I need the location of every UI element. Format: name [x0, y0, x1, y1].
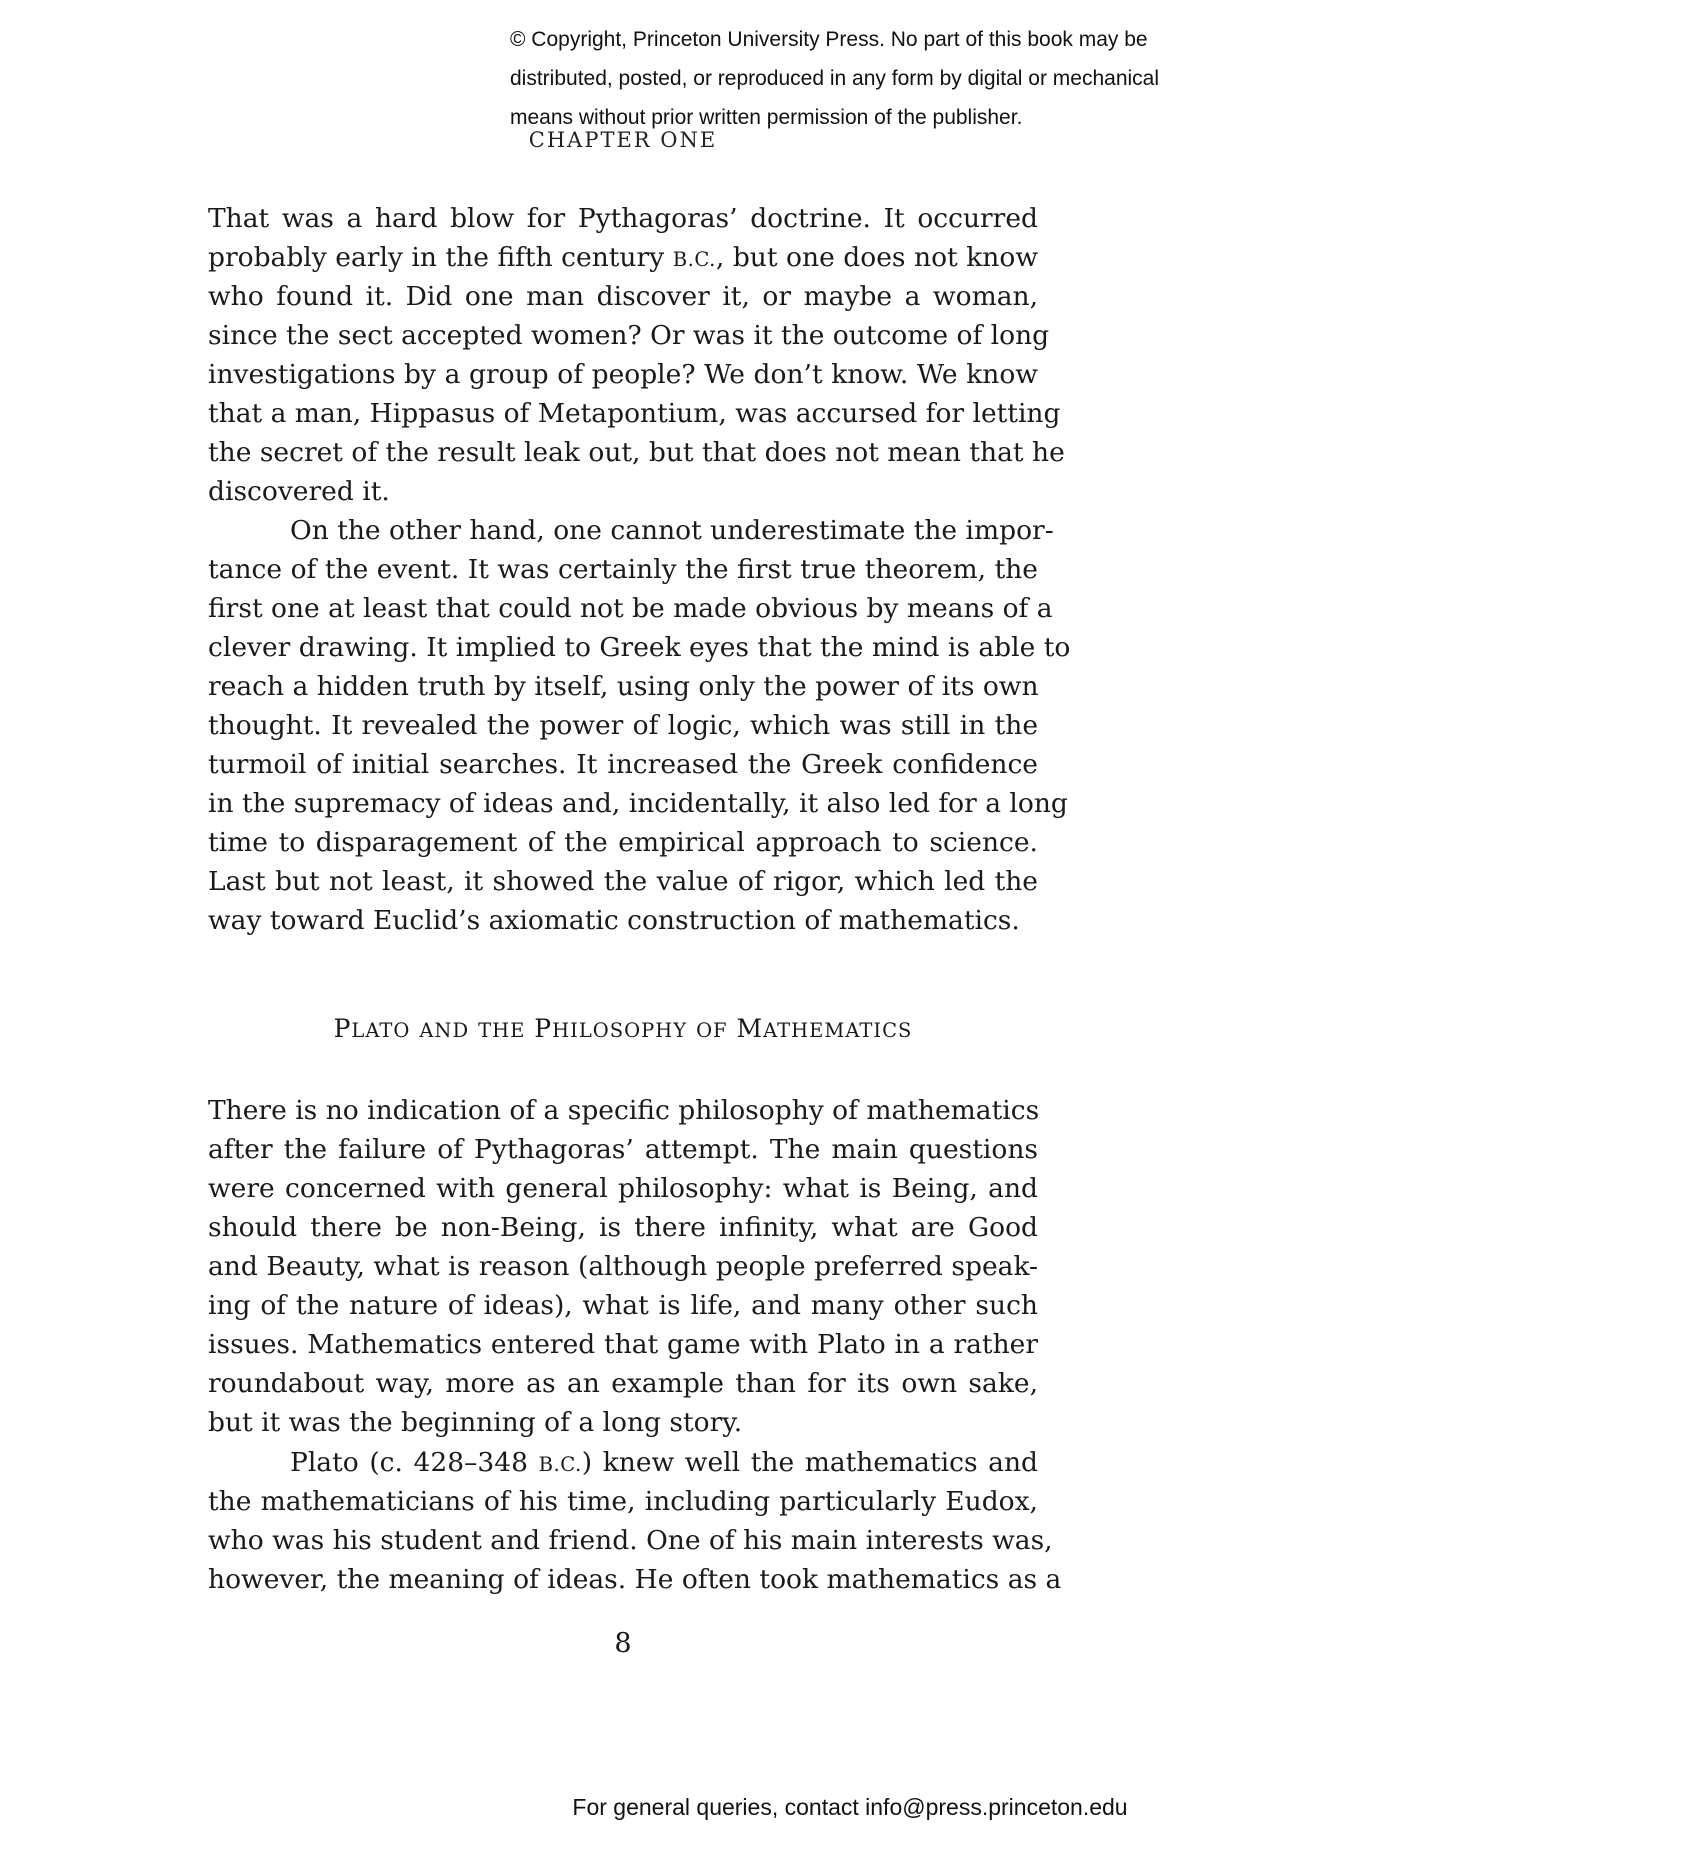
text-line: who found it. Did one man discover it, or maybe a woman,: [208, 281, 1038, 312]
copyright-notice: [510, 20, 1210, 137]
text-line: thought. It revealed the power of logic, which was still in the: [208, 710, 1038, 741]
text-line: should there be non-Being, is there infinity, what are Good: [208, 1212, 1038, 1243]
heading-word: AND: [419, 1019, 470, 1042]
text-fragment: , but one does not know: [715, 242, 1039, 273]
text-fragment: Plato (c. 428–348: [290, 1447, 528, 1478]
running-head: CHAPTER ONE: [528, 128, 718, 152]
section-heading: [208, 1014, 1038, 1043]
heading-word: PLATO: [333, 1014, 411, 1043]
text-line: however, the meaning of ideas. He often took mathematics as a: [208, 1564, 1062, 1595]
paragraph-4: [208, 1443, 1062, 1599]
text-line: issues. Mathematics entered that game with Plato in a rather: [208, 1329, 1038, 1360]
paragraph-2: [208, 511, 1071, 940]
text-line-with-era: [208, 1443, 1038, 1482]
paragraph-3: [208, 1091, 1038, 1442]
copyright-line: © Copyright, Princeton University Press. No part of this book may be: [510, 28, 1148, 51]
text-line: were concerned with general philosophy: what is Being, and: [208, 1173, 1038, 1204]
copyright-line: distributed, posted, or reproduced in any form by digital or mechanical: [510, 67, 1160, 90]
text-fragment: ) knew well the mathematics and: [581, 1447, 1038, 1478]
text-line: reach a hidden truth by itself, using only the power of its own: [208, 671, 1039, 702]
footer-contact: For general queries, contact info@press.princeton.edu: [572, 1794, 1128, 1820]
text-line: On the other hand, one cannot underestimate the impor-: [290, 515, 1054, 546]
text-line: since the sect accepted women? Or was it the outcome of long: [208, 320, 1050, 351]
text-line: the secret of the result leak out, but that does not mean that he: [208, 437, 1065, 468]
text-line-with-era: [208, 238, 1038, 277]
text-line: in the supremacy of ideas and, incidentally, it also led for a long: [208, 788, 1068, 819]
text-line: way toward Euclid’s axiomatic construction of mathematics.: [208, 905, 1020, 936]
text-line: that a man, Hippasus of Metapontium, was accursed for letting: [208, 398, 1061, 429]
text-line: but it was the beginning of a long story.: [208, 1407, 743, 1438]
page-number: 8: [614, 1628, 632, 1659]
text-line: roundabout way, more as an example than for its own sake,: [208, 1368, 1038, 1399]
copyright-line: means without prior written permission of the publisher.: [510, 106, 1023, 129]
text-line: the mathematicians of his time, including particularly Eudox,: [208, 1486, 1038, 1517]
text-line: clever drawing. It implied to Greek eyes that the mind is able to: [208, 632, 1071, 663]
text-line: time to disparagement of the empirical approach to science.: [208, 827, 1038, 858]
text-line: ing of the nature of ideas), what is life, and many other such: [208, 1290, 1038, 1321]
text-line: who was his student and friend. One of his main interests was,: [208, 1525, 1053, 1556]
era-abbreviation: B.C.: [672, 248, 716, 271]
text-line: turmoil of initial searches. It increased the Greek confidence: [208, 749, 1038, 780]
text-fragment: probably early in the fifth century: [208, 242, 665, 273]
heading-word: MATHEMATICS: [736, 1014, 913, 1043]
heading-word: PHILOSOPHY: [534, 1014, 688, 1043]
text-line: There is no indication of a specific philosophy of mathematics: [208, 1095, 1040, 1126]
text-line: and Beauty, what is reason (although people preferred speak-: [208, 1251, 1038, 1282]
text-line: Last but not least, it showed the value of rigor, which led the: [208, 866, 1038, 897]
paragraph-1: [208, 199, 1065, 511]
text-line: first one at least that could not be made obvious by means of a: [208, 593, 1053, 624]
text-line: discovered it.: [208, 476, 390, 507]
heading-word: THE: [478, 1019, 526, 1042]
text-line: That was a hard blow for Pythagoras’ doctrine. It occurred: [208, 203, 1038, 234]
text-line: after the failure of Pythagoras’ attempt. The main questions: [208, 1134, 1038, 1165]
heading-word: OF: [696, 1019, 728, 1042]
text-line: tance of the event. It was certainly the first true theorem, the: [208, 554, 1038, 585]
era-abbreviation: B.C.: [538, 1453, 582, 1476]
text-line: investigations by a group of people? We don’t know. We know: [208, 359, 1038, 390]
